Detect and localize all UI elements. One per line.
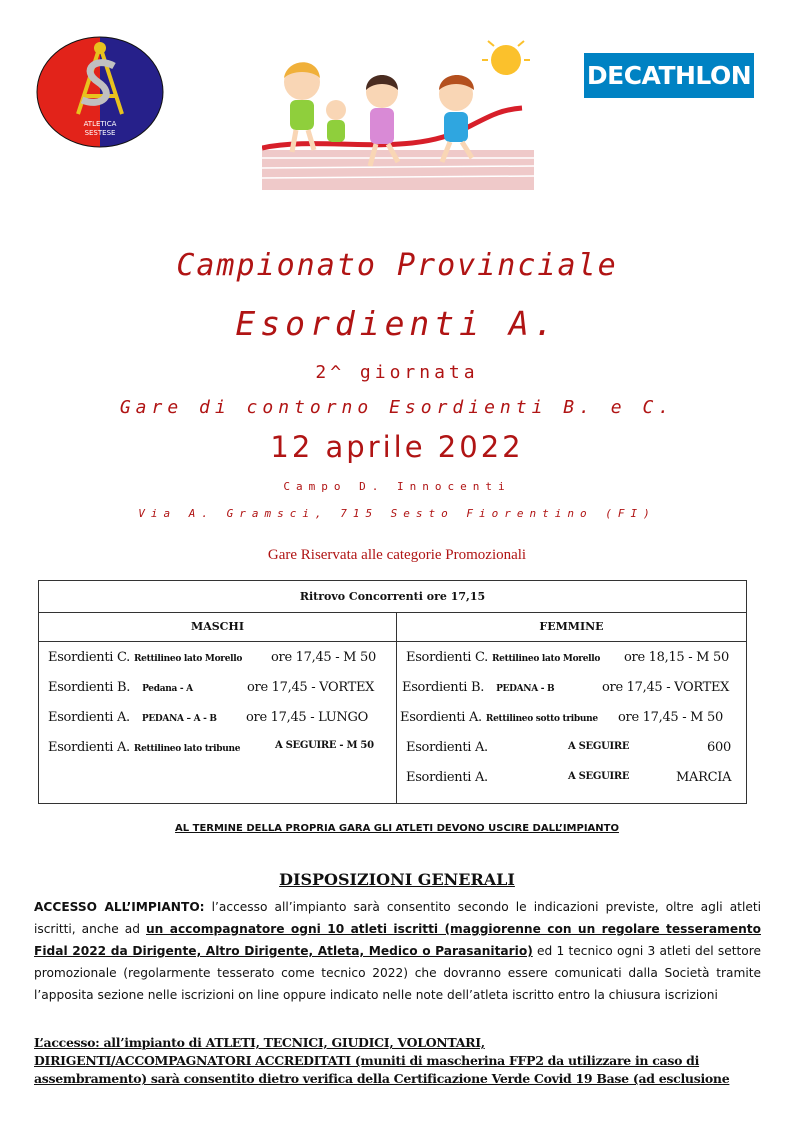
category: Esordienti A. <box>400 710 482 725</box>
table-row <box>402 680 554 695</box>
venue-label: Campo D. Innocenti <box>283 480 511 493</box>
location: A SEGUIRE <box>568 771 630 782</box>
event-time: ore 17,45 - LUNGO <box>246 710 368 725</box>
club-logo <box>36 36 164 148</box>
kids-running-illustration <box>262 40 534 190</box>
table-row <box>406 770 488 785</box>
table-row <box>48 680 193 695</box>
access-paragraph <box>34 896 761 1006</box>
event-date: 12 aprile 2022 <box>270 430 524 464</box>
table-row <box>406 650 600 665</box>
event-time: ore 17,45 - VORTEX <box>247 680 375 695</box>
title-line-2: Esordienti A. <box>235 304 559 343</box>
category: Esordienti B. <box>402 680 485 695</box>
table-row <box>48 650 242 665</box>
location: Rettilineo lato tribune <box>133 744 241 754</box>
location: PEDANA – A - B <box>141 714 217 724</box>
access-line-1: L’accesso: all’impianto di ATLETI, TECNICI, GIUDICI, VOLONTARI, <box>34 1035 485 1050</box>
access-requirements <box>34 1034 761 1088</box>
event-time: 600 <box>707 740 731 755</box>
category: Esordienti A. <box>48 710 130 725</box>
reserved-categories-label: Gare Riservata alle categorie Promozionali <box>267 547 527 563</box>
location: Rettilineo lato Morello <box>133 654 243 664</box>
event-time: ore 17,45 - VORTEX <box>602 680 730 695</box>
event-time: ore 18,15 - M 50 <box>624 650 729 665</box>
table-row <box>406 740 488 755</box>
event-time: ore 17,45 - M 50 <box>271 650 376 665</box>
table-row <box>48 740 240 755</box>
access-text-underlined: un accompagnatore ogni 10 atleti iscritti (maggiorenne con un regolare tesseramento Fidal 2022 da Dirigente, Altro Dirigente, Atleta, Medico o Parasanitario) <box>34 922 761 958</box>
club-logo-text-2: SESTESE <box>84 129 116 137</box>
location: Rettilineo sotto tribune <box>485 714 598 724</box>
round-label: 2^ giornata <box>315 362 479 383</box>
club-logo-graphic <box>36 36 164 148</box>
female-column-header: FEMMINE <box>539 620 604 633</box>
event-time-text: A SEGUIRE - M 50 <box>275 740 374 751</box>
decathlon-logo-text: DECATHLON <box>586 61 752 90</box>
category: Esordienti A. <box>48 740 130 755</box>
location: Pedana - A <box>142 684 193 694</box>
schedule-table <box>38 580 747 804</box>
access-text-1: l’accesso all’impianto sarà consentito secondo le indicazioni previste, oltre agli atleti iscritti, anche ad <box>34 900 761 936</box>
side-events-label: Gare di contorno Esordienti B. e C. <box>119 397 675 418</box>
exit-notice: AL TERMINE DELLA PROPRIA GARA GLI ATLETI DEVONO USCIRE DALL’IMPIANTO <box>175 823 619 834</box>
event-time: ore 17,45 - M 50 <box>618 710 723 725</box>
access-line-2: DIRIGENTI/ACCOMPAGNATORI ACCREDITATI (muniti di mascherina FFP2 da utilizzare in caso di <box>34 1053 700 1068</box>
schedule-title: Ritrovo Concorrenti ore 17,15 <box>39 581 746 613</box>
general-rules-title: DISPOSIZIONI GENERALI <box>279 870 515 889</box>
club-logo-text-1: ATLETICA <box>83 120 117 128</box>
venue-address: Via A. Gramsci, 715 Sesto Fiorentino (FI) <box>138 507 656 520</box>
table-row <box>48 710 217 725</box>
category: Esordienti C. <box>406 650 488 665</box>
event-time <box>275 740 374 751</box>
location: PEDANA - B <box>496 684 555 694</box>
access-label: ACCESSO ALL’IMPIANTO: <box>34 900 205 914</box>
category: Esordienti A. <box>406 740 488 755</box>
category: Esordienti C. <box>48 650 130 665</box>
category: Esordienti B. <box>48 680 131 695</box>
male-column-header: MASCHI <box>191 620 244 633</box>
title-line-1: Campionato Provinciale <box>176 248 618 283</box>
event-time: MARCIA <box>676 770 732 785</box>
decathlon-logo <box>584 53 754 98</box>
table-row <box>400 710 598 725</box>
access-line-3: assembramento) sarà consentito dietro verifica della Certificazione Verde Covid 19 Base (ad esclusione <box>34 1071 730 1086</box>
category: Esordienti A. <box>406 770 488 785</box>
access-text-2: ed 1 tecnico ogni 3 atleti del settore promozionale (regolarmente tesserato come tecnico 2022) che dovranno essere comunicati dalla Società tramite l’apposita sezione nelle iscrizioni on line oppure indicato nelle note dell’atleta iscritto entro la chiusura iscrizioni <box>34 944 761 1002</box>
location: A SEGUIRE <box>568 741 630 752</box>
location: Rettilineo lato Morello <box>491 654 601 664</box>
